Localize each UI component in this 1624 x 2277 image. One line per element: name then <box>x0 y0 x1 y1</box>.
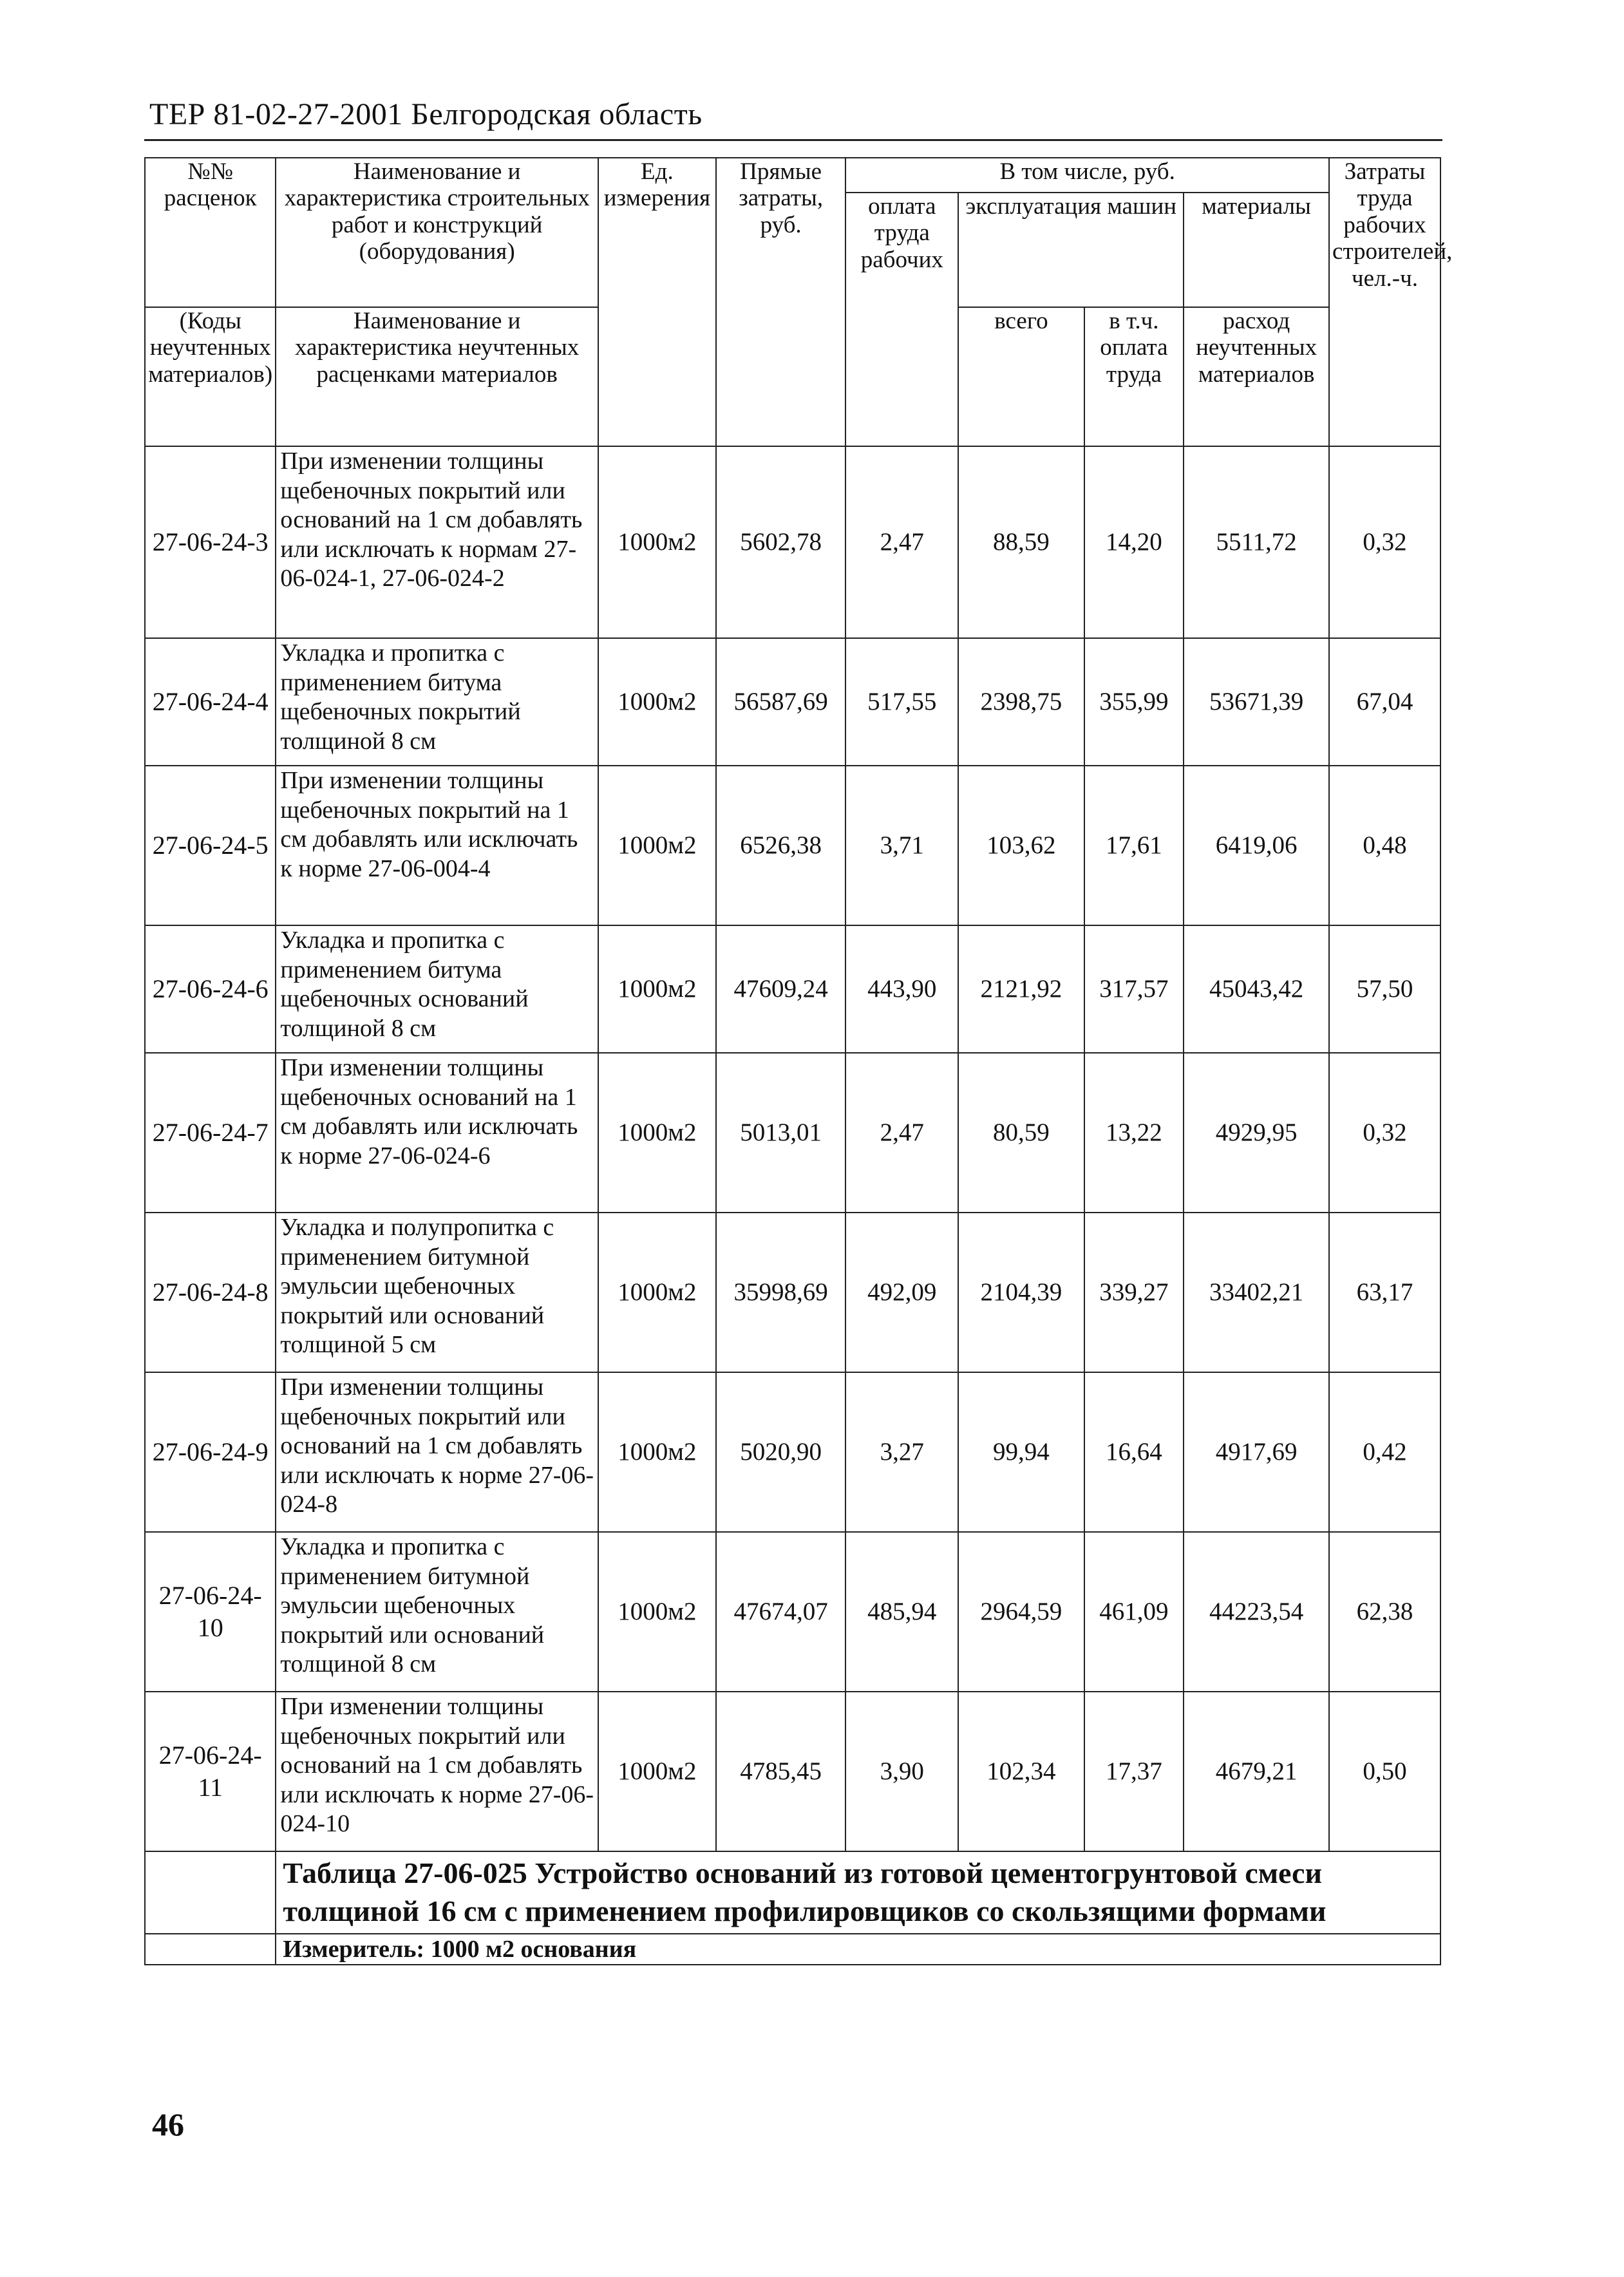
unit-cell: 1000м2 <box>598 1213 716 1372</box>
unit-cell: 1000м2 <box>598 1053 716 1213</box>
machines-total-cell: 88,59 <box>958 446 1084 638</box>
machines-pay-cell: 13,22 <box>1084 1053 1184 1213</box>
labor-costs-cell: 67,04 <box>1329 638 1440 766</box>
materials-cell: 33402,21 <box>1184 1213 1329 1372</box>
machines-pay-cell: 355,99 <box>1084 638 1184 766</box>
table-row <box>145 1372 1440 1532</box>
header-unit: Ед. измерения <box>598 158 716 446</box>
table-row <box>145 1213 1440 1372</box>
labor-costs-cell: 57,50 <box>1329 925 1440 1053</box>
materials-cell: 4929,95 <box>1184 1053 1329 1213</box>
direct-costs-cell: 56587,69 <box>716 638 845 766</box>
direct-costs-cell: 5013,01 <box>716 1053 845 1213</box>
machines-pay-cell: 339,27 <box>1084 1213 1184 1372</box>
direct-costs-cell: 4785,45 <box>716 1692 845 1851</box>
empty-cell <box>145 1851 276 1934</box>
header-direct-costs: Прямые затраты, руб. <box>716 158 845 446</box>
header-including: В том числе, руб. <box>845 158 1329 193</box>
section-meter: Измеритель: 1000 м2 основания <box>276 1934 1440 1965</box>
direct-costs-cell: 47609,24 <box>716 925 845 1053</box>
header-materials: материалы <box>1184 193 1329 307</box>
labor-pay-cell: 3,90 <box>845 1692 958 1851</box>
header-unaccounted-materials: расход неучтенных материалов <box>1184 307 1329 446</box>
work-description: Укладка и пропитка с применением битума щебеночных покрытий толщиной 8 см <box>276 638 598 766</box>
work-description: При изменении толщины щебеночных покрытий или оснований на 1 см добавлять или исключать к норме 27-06-024-10 <box>276 1692 598 1851</box>
labor-pay-cell: 443,90 <box>845 925 958 1053</box>
labor-pay-cell: 3,27 <box>845 1372 958 1532</box>
labor-pay-cell: 485,94 <box>845 1532 958 1692</box>
labor-costs-cell: 0,50 <box>1329 1692 1440 1851</box>
section-title-row <box>145 1851 1440 1934</box>
rate-code: 27-06-24-7 <box>145 1053 276 1213</box>
machines-total-cell: 2121,92 <box>958 925 1084 1053</box>
direct-costs-cell: 5020,90 <box>716 1372 845 1532</box>
header-name-bottom: Наименование и характеристика неучтенных расценками материалов <box>276 307 598 446</box>
unit-cell: 1000м2 <box>598 446 716 638</box>
header-machines-pay: в т.ч. оплата труда <box>1084 307 1184 446</box>
work-description: Укладка и пропитка с применением битума щебеночных оснований толщиной 8 см <box>276 925 598 1053</box>
labor-pay-cell: 2,47 <box>845 1053 958 1213</box>
machines-total-cell: 2104,39 <box>958 1213 1084 1372</box>
table-row <box>145 1692 1440 1851</box>
rate-code: 27-06-24-8 <box>145 1213 276 1372</box>
machines-pay-cell: 17,61 <box>1084 766 1184 925</box>
machines-total-cell: 103,62 <box>958 766 1084 925</box>
page-number: 46 <box>152 2106 184 2142</box>
materials-cell: 5511,72 <box>1184 446 1329 638</box>
rate-code: 27-06-24-10 <box>145 1532 276 1692</box>
section-meter-row <box>145 1934 1440 1965</box>
machines-pay-cell: 14,20 <box>1084 446 1184 638</box>
materials-cell: 6419,06 <box>1184 766 1329 925</box>
unit-cell: 1000м2 <box>598 1692 716 1851</box>
materials-cell: 4917,69 <box>1184 1372 1329 1532</box>
header-labor-costs: Затраты труда рабочих строителей, чел.-ч. <box>1329 158 1440 446</box>
labor-pay-cell: 2,47 <box>845 446 958 638</box>
header-code-bottom: (Коды неучтенных материалов) <box>145 307 276 446</box>
unit-cell: 1000м2 <box>598 1532 716 1692</box>
labor-costs-cell: 62,38 <box>1329 1532 1440 1692</box>
empty-cell <box>145 1934 276 1965</box>
machines-total-cell: 2398,75 <box>958 638 1084 766</box>
work-description: Укладка и полупропитка с применением битумной эмульсии щебеночных покрытий или оснований толщиной 5 см <box>276 1213 598 1372</box>
header-machines: эксплуатация машин <box>958 193 1184 307</box>
rates-table <box>144 157 1453 1965</box>
table-row <box>145 638 1440 766</box>
header-machines-total: всего <box>958 307 1084 446</box>
machines-pay-cell: 461,09 <box>1084 1532 1184 1692</box>
direct-costs-cell: 6526,38 <box>716 766 845 925</box>
rate-code: 27-06-24-11 <box>145 1692 276 1851</box>
machines-total-cell: 99,94 <box>958 1372 1084 1532</box>
work-description: Укладка и пропитка с применением битумной эмульсии щебеночных покрытий или оснований толщиной 8 см <box>276 1532 598 1692</box>
labor-costs-cell: 0,32 <box>1329 446 1440 638</box>
unit-cell: 1000м2 <box>598 766 716 925</box>
labor-costs-cell: 0,48 <box>1329 766 1440 925</box>
work-description: При изменении толщины щебеночных покрытий на 1 см добавлять или исключать к норме 27-06-004-4 <box>276 766 598 925</box>
labor-costs-cell: 63,17 <box>1329 1213 1440 1372</box>
labor-costs-cell: 0,42 <box>1329 1372 1440 1532</box>
labor-costs-cell: 0,32 <box>1329 1053 1440 1213</box>
materials-cell: 53671,39 <box>1184 638 1329 766</box>
rate-code: 27-06-24-3 <box>145 446 276 638</box>
work-description: При изменении толщины щебеночных покрытий или оснований на 1 см добавлять или исключать к норме 27-06-024-8 <box>276 1372 598 1532</box>
materials-cell: 45043,42 <box>1184 925 1329 1053</box>
table-row <box>145 446 1440 638</box>
machines-total-cell: 2964,59 <box>958 1532 1084 1692</box>
table-row <box>145 1532 1440 1692</box>
machines-pay-cell: 17,37 <box>1084 1692 1184 1851</box>
materials-cell: 44223,54 <box>1184 1532 1329 1692</box>
unit-cell: 1000м2 <box>598 1372 716 1532</box>
rate-code: 27-06-24-9 <box>145 1372 276 1532</box>
labor-pay-cell: 3,71 <box>845 766 958 925</box>
table-row <box>145 1053 1440 1213</box>
table-row <box>145 925 1440 1053</box>
rate-code: 27-06-24-4 <box>145 638 276 766</box>
machines-total-cell: 80,59 <box>958 1053 1084 1213</box>
header-code-top: №№ расценок <box>145 158 276 307</box>
unit-cell: 1000м2 <box>598 638 716 766</box>
rate-code: 27-06-24-6 <box>145 925 276 1053</box>
rate-code: 27-06-24-5 <box>145 766 276 925</box>
header-divider <box>144 139 1442 141</box>
machines-pay-cell: 317,57 <box>1084 925 1184 1053</box>
direct-costs-cell: 5602,78 <box>716 446 845 638</box>
machines-pay-cell: 16,64 <box>1084 1372 1184 1532</box>
materials-cell: 4679,21 <box>1184 1692 1329 1851</box>
direct-costs-cell: 35998,69 <box>716 1213 845 1372</box>
unit-cell: 1000м2 <box>598 925 716 1053</box>
table-row <box>145 766 1440 925</box>
header-labor-pay: оплата труда рабочих <box>845 193 958 446</box>
work-description: При изменении толщины щебеночных оснований на 1 см добавлять или исключать к норме 27-06-024-6 <box>276 1053 598 1213</box>
machines-total-cell: 102,34 <box>958 1692 1084 1851</box>
running-header: ТЕР 81-02-27-2001 Белгородская область <box>149 97 703 131</box>
labor-pay-cell: 492,09 <box>845 1213 958 1372</box>
section-table-title: Таблица 27-06-025 Устройство оснований из готовой цементогрунтовой смеси толщиной 16 см с применением профилировщиков со скользящими формами <box>276 1851 1440 1934</box>
direct-costs-cell: 47674,07 <box>716 1532 845 1692</box>
labor-pay-cell: 517,55 <box>845 638 958 766</box>
work-description: При изменении толщины щебеночных покрытий или оснований на 1 см добавлять или исключать к нормам 27-06-024-1, 27-06-024-2 <box>276 446 598 638</box>
header-name-top: Наименование и характеристика строительных работ и конструкций (оборудования) <box>276 158 598 307</box>
